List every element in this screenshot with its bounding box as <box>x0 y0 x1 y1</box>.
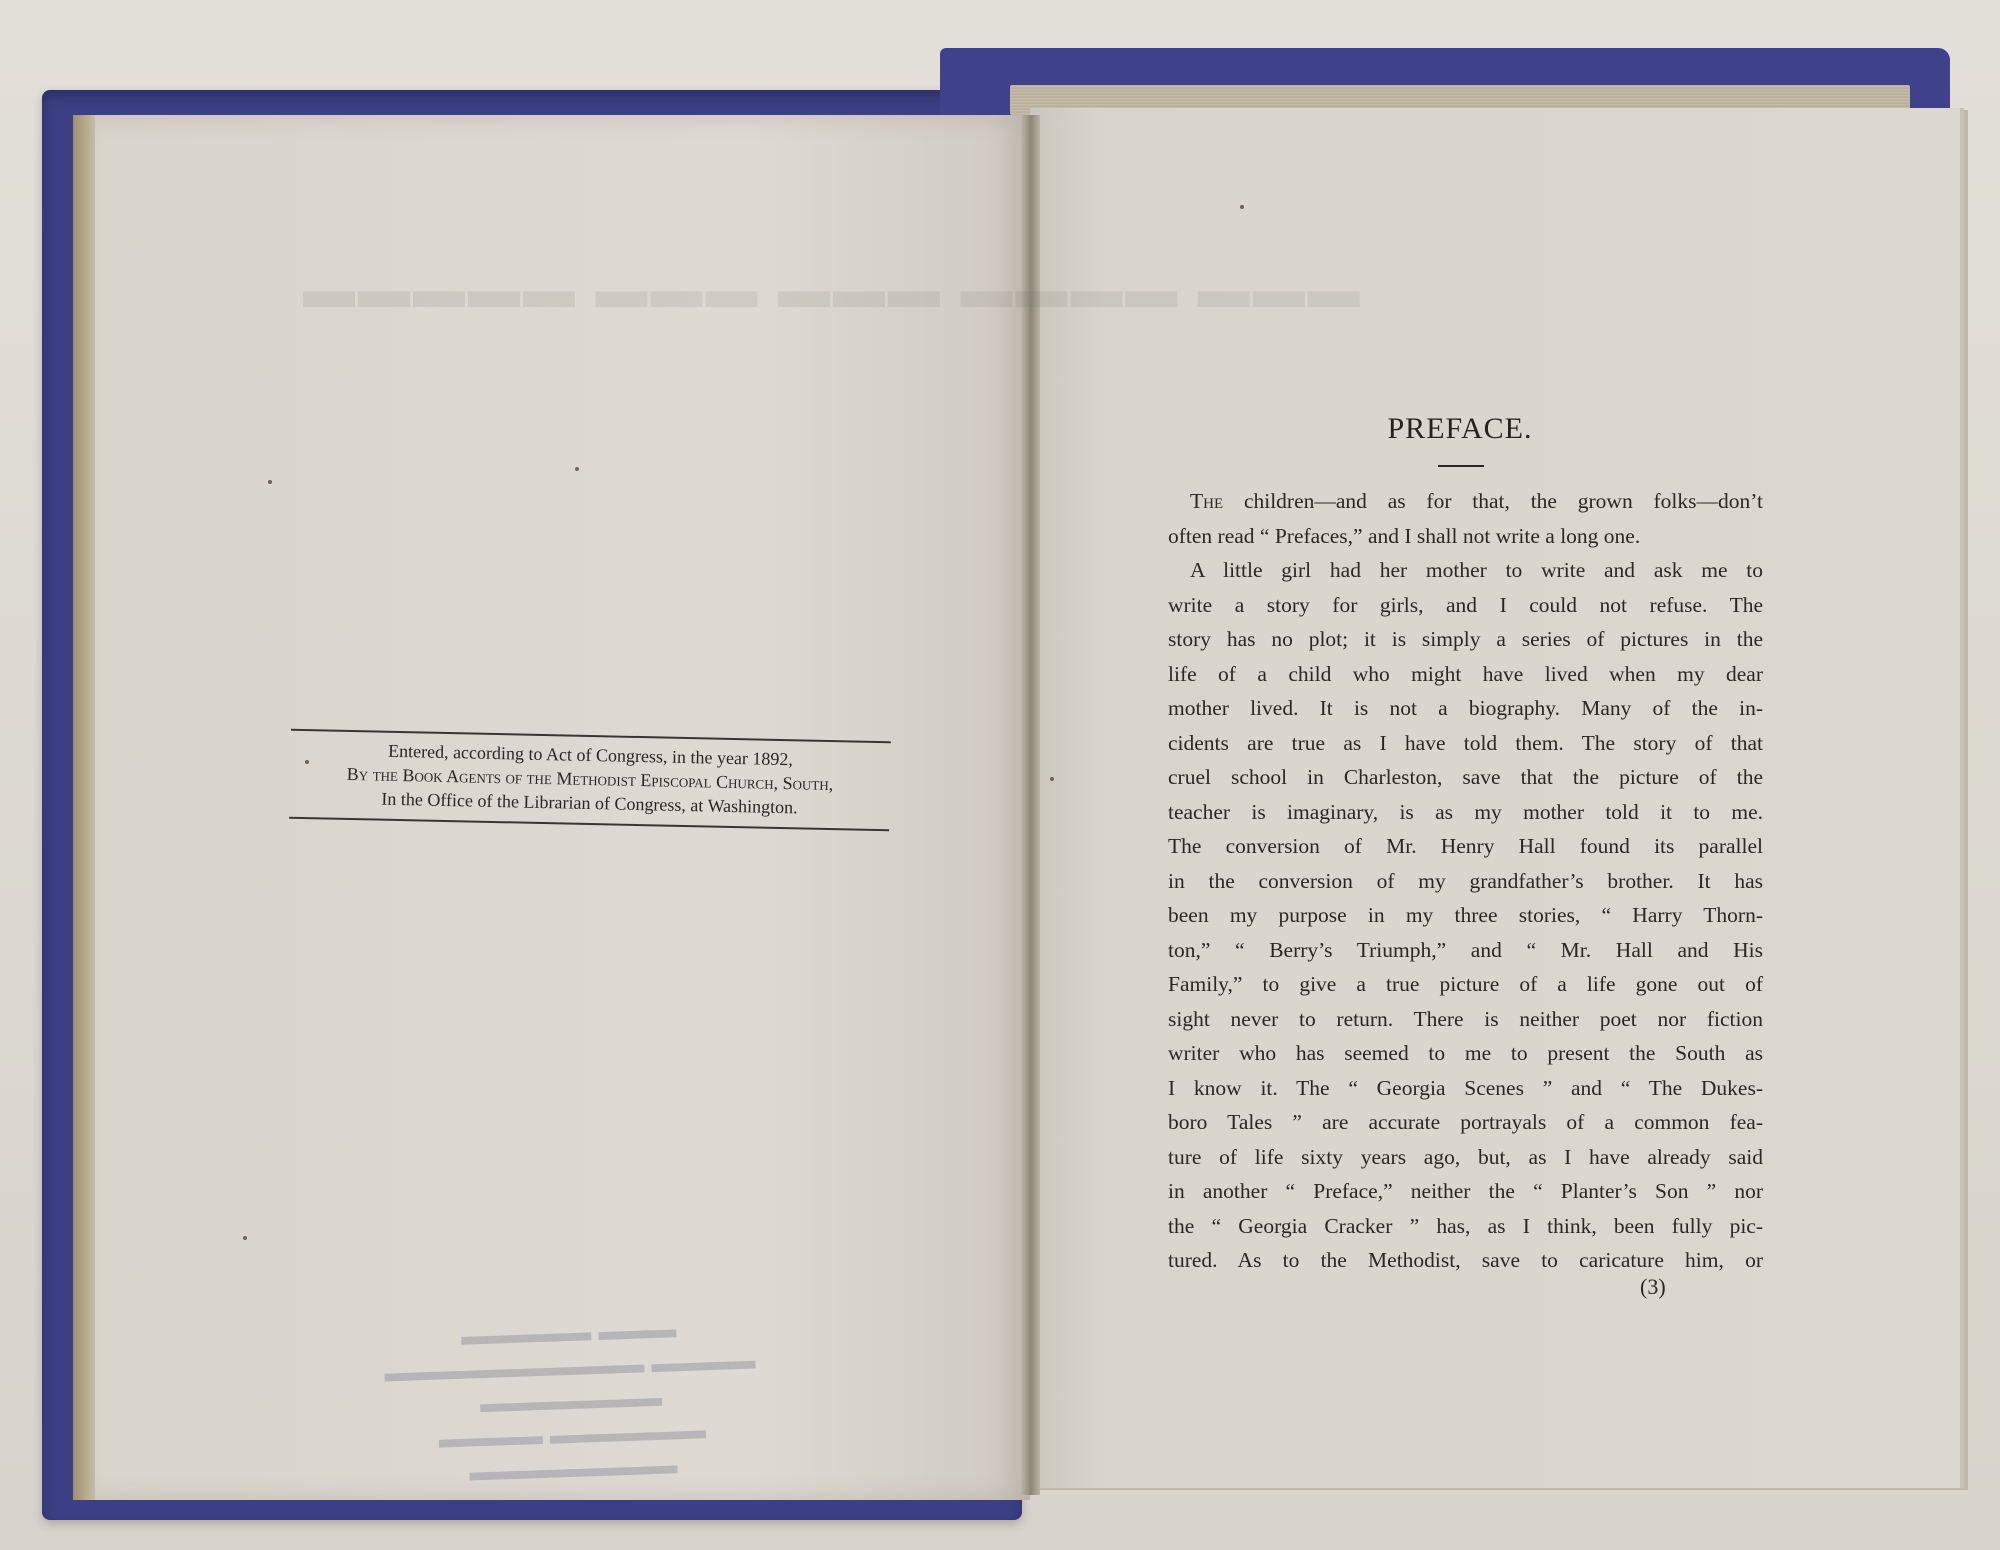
book-gutter <box>1022 115 1040 1495</box>
text-line <box>1168 484 1763 519</box>
paper-speck <box>1050 777 1054 781</box>
bleed-through-title: ▬▬▬ ▬▬▬▬ ▬▬▬ ▬▬▬ ▬▬▬▬▬ <box>300 261 1360 319</box>
text-line: I know it. The “ Georgia Scenes ” and “ The Dukes- <box>1168 1075 1763 1100</box>
left-page-edge <box>73 115 95 1500</box>
text-line: ton,” “ Berry’s Triumph,” and “ Mr. Hall and His <box>1168 937 1763 962</box>
text-line: teacher is imaginary, is as my mother told it to me. <box>1168 799 1763 824</box>
text-line: sight never to return. There is neither poet nor fiction <box>1168 1006 1763 1031</box>
text-line: writer who has seemed to me to present the South as <box>1168 1041 1763 1065</box>
title-rule <box>1438 465 1484 467</box>
text-line: Family,” to give a true picture of a life gone out of <box>1168 972 1763 996</box>
text-line: write a story for girls, and I could not refuse. The <box>1168 592 1763 617</box>
copyright-line-2: By the Book Agents of the Methodist Episcopal Church, South, <box>346 763 834 795</box>
text-line: story has no plot; it is simply a series of pictures in the <box>1168 627 1763 651</box>
text-line: ture of life sixty years ago, but, as I have already said <box>1168 1144 1763 1169</box>
text-line: life of a child who might have lived when my dear <box>1168 661 1763 686</box>
text-line: A little girl had her mother to write and ask me to <box>1190 558 1763 582</box>
paper-speck <box>268 480 272 484</box>
copyright-line-1: Entered, according to Act of Congress, in the year 1892, <box>387 740 794 770</box>
text-line: cruel school in Charleston, save that the picture of the <box>1168 765 1763 789</box>
paper-speck <box>1240 205 1244 209</box>
preface-title: PREFACE. <box>1387 412 1533 445</box>
paper-speck <box>575 467 579 471</box>
copyright-line-3: In the Office of the Librarian of Congress, at Washington. <box>381 788 798 818</box>
text-line: cidents are true as I have told them. The story of that <box>1168 730 1763 755</box>
text-line: The conversion of Mr. Henry Hall found its parallel <box>1168 834 1763 858</box>
text-line: the “ Georgia Cracker ” has, as I think, been fully pic- <box>1168 1213 1763 1238</box>
text-line: tured. As to the Methodist, save to caricature him, or <box>1168 1248 1763 1272</box>
text-line-rest: children—and as for that, the grown folks—don’t <box>1223 489 1763 513</box>
text-line: been my purpose in my three stories, “ Harry Thorn- <box>1168 903 1763 927</box>
copyright-notice <box>289 729 891 832</box>
preface-text <box>1168 484 1763 1278</box>
page-number: (3) <box>1640 1274 1666 1299</box>
text-line: in the conversion of my grandfather’s brother. It has <box>1168 868 1763 893</box>
library-stamp-bleed-through: ▬▬▬ ▬▬▬▬▬ ▬▬▬▬ ▬▬▬▬▬▬▬▬▬▬ ▬▬▬▬▬▬▬ ▬▬▬▬▬▬ ▬▬▬▬ ▬▬▬▬▬▬▬▬ <box>383 1313 756 1487</box>
text-line: in another “ Preface,” neither the “ Planter’s Son ” nor <box>1168 1179 1763 1203</box>
lead-word: The <box>1190 489 1224 513</box>
text-line: mother lived. It is not a biography. Many of the in- <box>1168 696 1763 720</box>
paper-speck <box>243 1236 247 1240</box>
text-line: boro Tales ” are accurate portrayals of a common fea- <box>1168 1110 1763 1134</box>
preface-paragraph-2 <box>1168 553 1763 588</box>
paper-speck <box>305 760 309 764</box>
preface-paragraph-1 <box>1168 484 1763 519</box>
text-line: often read “ Prefaces,” and I shall not write a long one. <box>1168 523 1641 548</box>
